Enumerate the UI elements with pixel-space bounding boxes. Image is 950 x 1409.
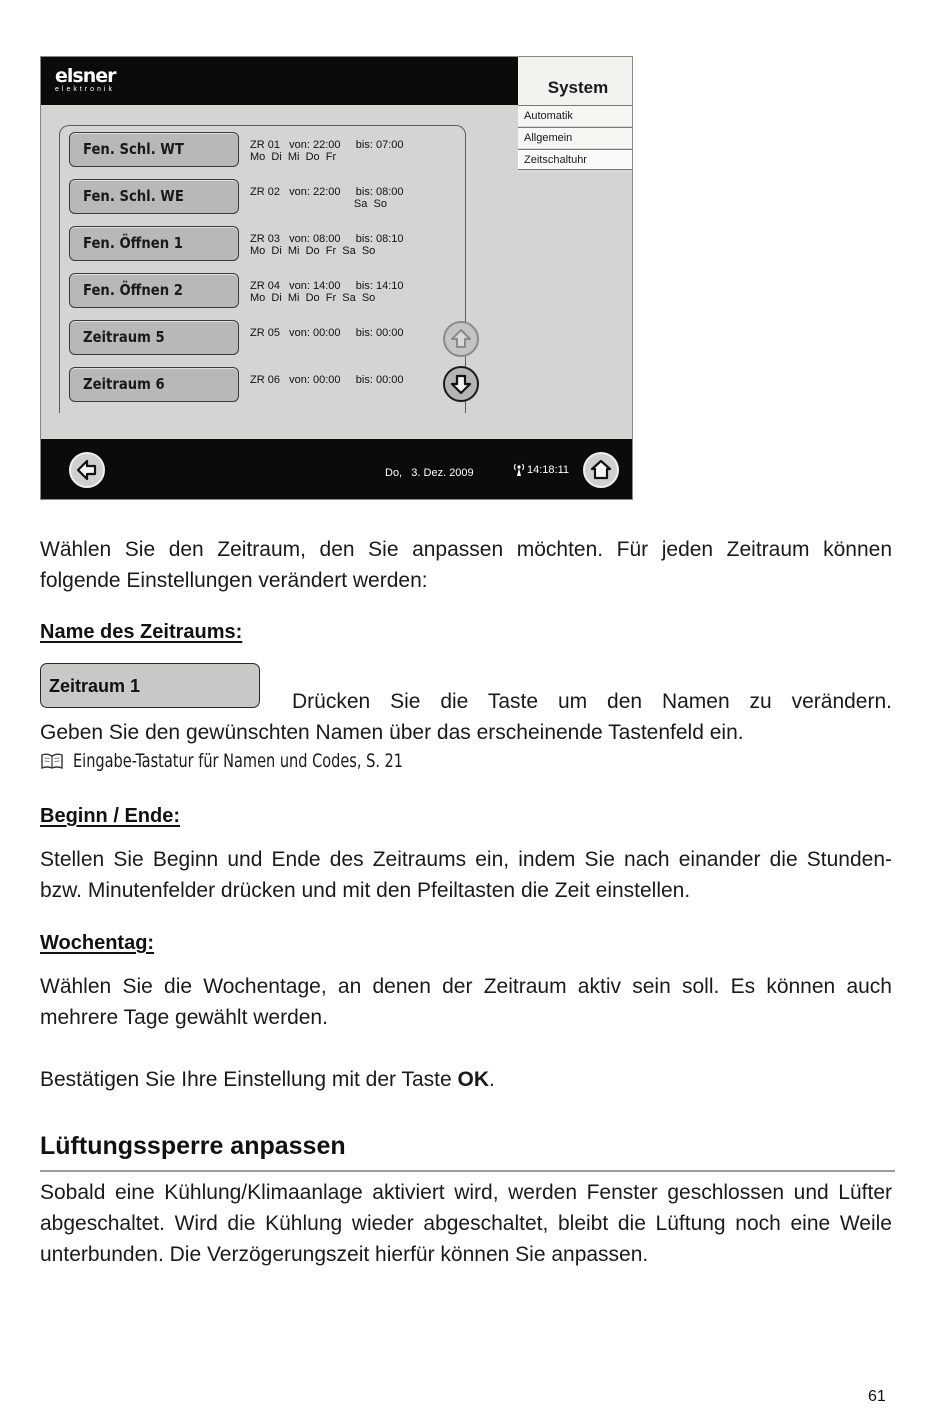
period-info-3 <box>250 233 403 257</box>
period-info-days: Mo Di Mi Do Fr Sa So <box>250 292 376 304</box>
period-info-time: ZR 04 von: 14:00 bis: 14:10 <box>250 280 404 292</box>
menu-item-allgemein[interactable]: Allgemein <box>518 127 633 148</box>
period-button-label: Fen. Schl. WT <box>83 140 184 158</box>
logo-line1: elsner <box>55 65 116 87</box>
period-info-time: ZR 06 von: 00:00 bis: 00:00 <box>250 374 404 386</box>
confirm-text: Bestätigen Sie Ihre Einstellung mit der Taste <box>40 1068 458 1091</box>
arrow-up-icon <box>450 328 472 350</box>
period-info-days: Sa So <box>250 198 387 210</box>
intro-paragraph: Wählen Sie den Zeitraum, den Sie anpassen möchten. Für jeden Zeitraum können folgende Einstellungen verändert werden: <box>40 538 892 592</box>
period-info-1 <box>250 139 403 163</box>
period-button-label: Zeitraum 6 <box>83 375 165 393</box>
period-button-1[interactable] <box>69 132 239 167</box>
weekday-heading: Wochentag: <box>40 932 155 954</box>
period-button-6[interactable] <box>69 367 239 402</box>
reference-text: Eingabe-Tastatur für Namen und Codes, S. 21 <box>73 750 404 772</box>
back-button[interactable] <box>69 452 105 488</box>
book-icon <box>40 752 64 770</box>
status-date: Do, 3. Dez. 2009 <box>385 467 474 479</box>
menu-item-zeitschaltuhr[interactable]: Zeitschaltuhr <box>518 149 633 170</box>
begin-paragraph: Stellen Sie Beginn und Ende des Zeitraums ein, indem Sie nach einander die Stunden- bzw. Minutenfelder drücken und mit den Pfeiltasten die Zeit einstellen. <box>40 848 892 902</box>
system-menu-title: System <box>518 57 633 105</box>
name-text-line2: Geben Sie den gewünschten Namen über das erscheinende Tastenfeld ein. <box>40 721 744 744</box>
period-info-days: Mo Di Mi Do Fr <box>250 151 337 163</box>
section-title: Lüftungssperre anpassen <box>40 1132 346 1160</box>
begin-heading: Beginn / Ende: <box>40 805 180 827</box>
scroll-up-button[interactable] <box>443 321 479 357</box>
name-heading: Name des Zeitraums: <box>40 621 243 643</box>
period-button-label: Fen. Schl. WE <box>83 187 184 205</box>
period-info-5 <box>250 327 403 339</box>
status-bar <box>41 439 633 500</box>
section-divider <box>40 1170 895 1172</box>
period-info-days: Mo Di Mi Do Fr Sa So <box>250 245 376 257</box>
reference-line <box>40 750 461 772</box>
name-text-line1: Drücken Sie die Taste um den Namen zu verändern. <box>292 690 892 713</box>
period-button-3[interactable] <box>69 226 239 261</box>
period-button-5[interactable] <box>69 320 239 355</box>
period-info-4 <box>250 280 403 304</box>
home-icon <box>590 459 612 481</box>
arrow-down-icon <box>450 373 472 395</box>
confirm-end: . <box>489 1068 495 1091</box>
page-number: 61 <box>868 1388 886 1405</box>
period-info-2 <box>250 186 403 210</box>
menu-item-automatik[interactable]: Automatik <box>518 105 633 126</box>
weekday-paragraph: Wählen Sie die Wochentage, an denen der Zeitraum aktiv sein soll. Es können auch mehrere Tage gewählt werden. <box>40 975 892 1029</box>
period-info-time: ZR 03 von: 08:00 bis: 08:10 <box>250 233 404 245</box>
device-screenshot <box>40 56 633 500</box>
period-info-6 <box>250 374 403 386</box>
status-time-group <box>513 463 569 477</box>
brand-logo <box>55 67 116 94</box>
period-info-time: ZR 05 von: 00:00 bis: 00:00 <box>250 327 404 339</box>
scroll-down-button[interactable] <box>443 366 479 402</box>
home-button[interactable] <box>583 452 619 488</box>
period-button-2[interactable] <box>69 179 239 214</box>
top-bar <box>41 57 519 105</box>
section-paragraph: Sobald eine Kühlung/Klimaanlage aktiviert wird, werden Fenster geschlossen und Lüfter abgeschaltet. Wird die Kühlung wieder abgeschaltet, bleibt die Lüftung noch eine Weile unterbunden. Die Verzögerungszeit hierfür können Sie anpassen. <box>40 1181 892 1266</box>
system-menu <box>518 57 633 173</box>
arrow-left-icon <box>76 459 98 481</box>
sample-period-button: Zeitraum 1 <box>40 663 260 708</box>
confirm-paragraph <box>40 1064 892 1095</box>
period-button-4[interactable] <box>69 273 239 308</box>
status-time: 14:18:11 <box>527 464 570 476</box>
ok-keyword: OK <box>457 1068 490 1091</box>
period-info-time: ZR 01 von: 22:00 bis: 07:00 <box>250 139 404 151</box>
period-button-label: Fen. Öffnen 1 <box>83 234 183 252</box>
period-button-label: Fen. Öffnen 2 <box>83 281 183 299</box>
period-info-time: ZR 02 von: 22:00 bis: 08:00 <box>250 186 404 198</box>
antenna-icon <box>513 463 525 477</box>
period-button-label: Zeitraum 5 <box>83 328 165 346</box>
logo-line2: elektronik <box>55 86 115 93</box>
